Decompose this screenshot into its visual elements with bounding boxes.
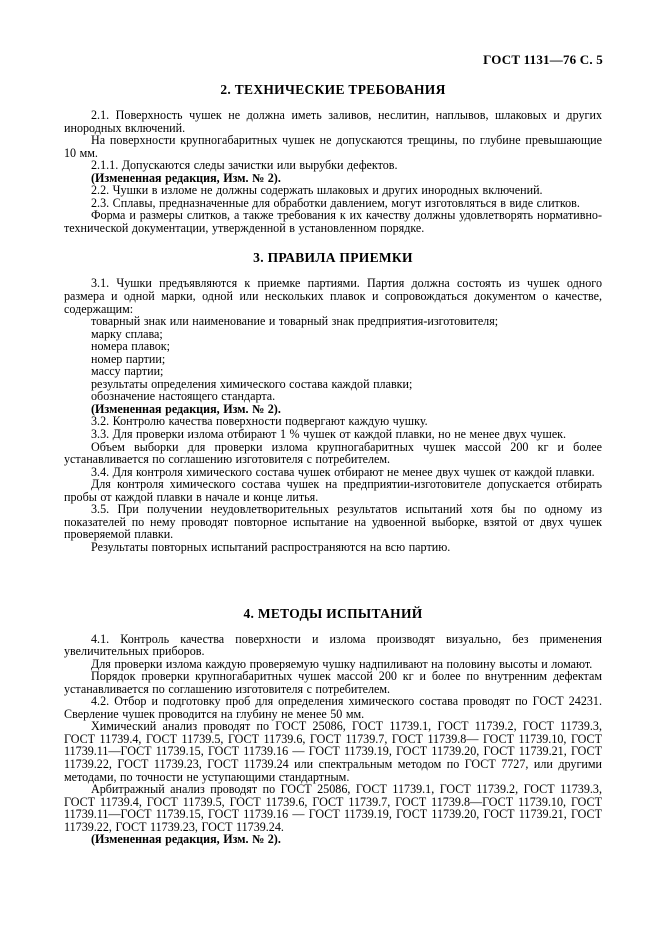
paragraph: 2.3. Сплавы, предназначенные для обработки давлением, могут изготовляться в виде слитков. [91,195,580,210]
running-header: ГОСТ 1131—76 С. 5 [483,52,603,67]
paragraph: На поверхности крупногабаритных чушек не допускаются трещины, по глубине превышающие 10 мм. [64,133,602,160]
paragraph: 3.2. Контролю качества поверхности подвергают каждую чушку. [91,414,428,429]
paragraph: 3.1. Чушки предъявляются к приемке партиями. Партия должна состоять из чушек одного размера и одной марки, одной или нескольких плавок и сопровождаться документом о качестве, содержащим: [64,276,602,316]
section-title: 2. ТЕХНИЧЕСКИЕ ТРЕБОВАНИЯ [220,82,446,97]
paragraph: Арбитражный анализ проводят по ГОСТ 25086, ГОСТ 11739.1, ГОСТ 11739.2, ГОСТ 11739.3, ГОСТ 11739.4, ГОСТ 11739.5, ГОСТ 11739.6, ГОСТ 11739.7, ГОСТ 11739.8—ГОСТ 11739.10, ГОСТ 11739.11—ГОСТ 11739.15, ГОСТ 11739.16 — ГОСТ 11739.19, ГОСТ 11739.20, ГОСТ 11739.21, ГОСТ 11739.22, ГОСТ 11739.23, ГОСТ 11739.24. [64,782,602,834]
section-title: 4. МЕТОДЫ ИСПЫТАНИЙ [243,605,423,621]
paragraph: 3.3. Для проверки излома отбирают 1 % чушек от каждой плавки, но не менее двух чушек. [91,427,567,442]
document-content [64,66,602,846]
paragraph: Форма и размеры слитков, а также требования к их качеству должны удовлетворять нормативно-технической документации, утвержденной в установленном порядке. [64,208,602,235]
list-line: товарный знак или наименование и товарный знак предприятия-изготовителя; [91,314,499,329]
amendment-note: (Измененная редакция, Изм. № 2). [91,832,281,847]
paragraph: Результаты повторных испытаний распространяются на всю партию. [91,539,451,554]
section [64,82,602,234]
list-line: марку сплава; [91,326,163,341]
paragraph: 4.2. Отбор и подготовку проб для определения химического состава проводят по ГОСТ 24231. Сверление чушек проводится на глубину не менее 50 мм. [64,694,602,721]
list-line: обозначение настоящего стандарта. [91,389,276,404]
section [64,250,602,553]
amendment-note: (Измененная редакция, Изм. № 2). [91,170,281,185]
list-line: номера плавок; [91,339,171,354]
paragraph: Для проверки излома каждую проверяемую чушку надпиливают на половину высоты и ломают. [91,656,593,671]
paragraph: Для контроля химического состава чушек на предприятии-изготовителе допускается отбирать пробы от каждой плавки в начале и конце литья. [64,477,602,504]
paragraph: 3.5. При получении неудовлетворительных результатов испытаний хотя бы по одному из показателей по нему проводят повторное испытание на удвоенной выборке, взятой от двух чушек проверяемой плавки. [64,502,602,542]
paragraph: 4.1. Контроль качества поверхности и излома производят визуально, без применения увеличительных приборов. [64,631,602,659]
paragraph: Объем выборки для проверки излома крупногабаритных чушек массой 200 кг и более устанавливается по соглашению изготовителя с потребителем. [64,439,602,467]
section [64,606,602,846]
section-title: 3. ПРАВИЛА ПРИЕМКИ [253,250,413,266]
list-line: номер партии; [91,351,166,366]
paragraph: 2.2. Чушки в изломе не должны содержать шлаковых и других инородных включений. [91,183,543,198]
paragraph: 2.1. Поверхность чушек не должна иметь заливов, неслитин, наплывов, шлаковых и других инородных включений. [64,108,602,135]
list-line: результаты определения химического состава каждой плавки; [91,376,413,391]
paragraph: 2.1.1. Допускаются следы зачистки или вырубки дефектов. [91,158,398,173]
paragraph: Порядок проверки крупногабаритных чушек массой 200 кг и более по внутренним дефектам устанавливается по соглашению изготовителя с потребителем. [64,669,602,696]
paragraph: 3.4. Для контроля химического состава чушек отбирают не менее двух чушек от каждой плавки. [91,464,595,479]
list-line: массу партии; [91,364,164,379]
paragraph: Химический анализ проводят по ГОСТ 25086, ГОСТ 11739.1, ГОСТ 11739.2, ГОСТ 11739.3, ГОСТ 11739.4, ГОСТ 11739.5, ГОСТ 11739.6, ГОСТ 11739.7, ГОСТ 11739.8— ГОСТ 11739.10, ГОСТ 11739.11—ГОСТ 11739.15, ГОСТ 11739.16 — ГОСТ 11739.19, ГОСТ 11739.20, ГОСТ 11739.21, ГОСТ 11739.22, ГОСТ 11739.23, ГОСТ 11739.24 или спектральным методом по ГОСТ 7727, или другими методами, по точности не уступающими стандартным. [64,719,602,784]
amendment-note: (Измененная редакция, Изм. № 2). [91,401,281,416]
